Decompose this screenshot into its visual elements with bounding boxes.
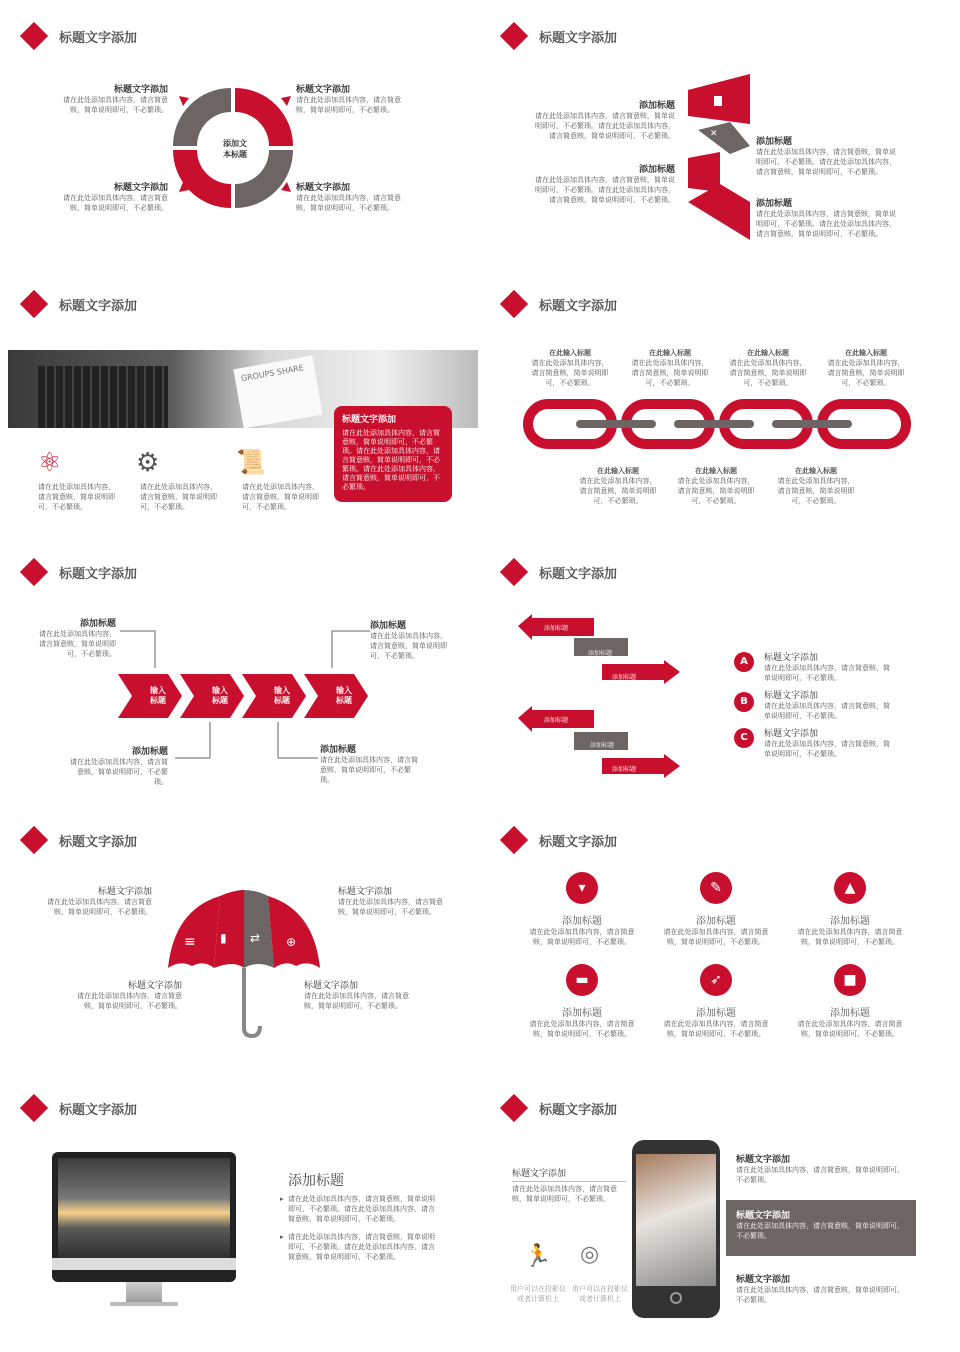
item-body: 请在此处添加具体内容，请言简意赅，简单说明即可，不必繁琐。请在此处添加具体内容，请言简意赅，简单说明即可，不必繁琐。 — [535, 112, 675, 140]
slide-title: 标题文字添加 — [539, 566, 618, 582]
slide-title: 标题文字添加 — [539, 1102, 618, 1118]
scroll-icon: 📜 — [236, 448, 266, 476]
slide-title: 标题文字添加 — [59, 30, 138, 46]
badge-c: C — [734, 728, 754, 748]
slide-header — [500, 562, 617, 582]
phone-image — [632, 1140, 720, 1318]
diamond-icon — [20, 1094, 48, 1122]
slide-umbrella: 标题文字添加 ≡ ▮ ⇄ ⊕ 标题文字添加 请在此处添加具体内容，请言简意赅，简单说明即可，不必繁琐。 标题文字添加 请在此处添加具体内容，请言简意赅，简单说明即可，不必繁琐。 标题文字添加 请在此处添加具体内容，请言简意赅，简单说明即可，不必繁琐。 标题文字添加 请在此处添加具体内容，请言简意赅，简单说明即可，不必繁琐。 — [0, 804, 480, 1072]
monitor-stand — [126, 1282, 162, 1304]
slide-ring — [0, 0, 480, 268]
atom-icon: ⚛ — [38, 448, 62, 478]
slide-header — [500, 26, 617, 46]
icon-text: 请在此处添加具体内容，请言简意赅，简单说明即可，不必繁琐。 — [38, 483, 115, 511]
slide-title: 标题文字添加 — [59, 298, 138, 314]
arrow-label: 添加标题 — [612, 674, 637, 681]
svg-text:⊕: ⊕ — [286, 935, 297, 949]
slide-arrow-process: 标题文字添加 输入 标题 输入 标题 输入 标题 输入 标题 添加标题 请在此处添加具体内容，请言简意赅，简单说明即可，不必繁琐。 添加标题 请在此处添加具体内容，请言简意赅，简单说明即可，不必繁琐。 添加标题 请在此处添加具体内容，请言简意赅，简单说明即可，不必繁琐。 添加标题 请在此处添加具体内容，请言简意赅，简单说明即可，不必繁琐。 — [0, 536, 480, 804]
slide-header — [20, 26, 137, 46]
target-icon: ◎ — [580, 1242, 600, 1267]
slide-header — [20, 830, 137, 850]
slide-title: 标题文字添加 — [539, 30, 618, 46]
arrow-label: 输入 标题 — [212, 686, 228, 705]
icon-text: 请在此处添加具体内容，请言简意赅，简单说明即可，不必繁琐。 — [140, 483, 217, 511]
arrow-label: 添加标题 — [544, 625, 569, 632]
diamond-icon — [500, 558, 528, 586]
slide-zigzag — [480, 0, 960, 268]
slide-title: 标题文字添加 — [59, 834, 138, 850]
svg-text:✕: ✕ — [710, 129, 718, 139]
svg-text:▮: ▮ — [220, 931, 227, 945]
slide-icon-grid: 标题文字添加 ▾ ✎ ▲ ▬ ➶ ■ 添加标题 请在此处添加具体内容，请言简意赅，简单说明即可，不必繁琐。 添加标题 请在此处添加具体内容，请言简意赅，简单说明即可，不必繁琐。 添加标题 请在此处添加具体内容，请言简意赅，简单说明即可，不必繁琐。 添加标题 请在此处添加具体内容，请言简意赅，简单说明即可，不必繁琐。 添加标题 请在此处添加具体内容，请言简意赅，简单说明即可，不必繁琐。 添加标题 请在此处添加具体内容，请言简意赅，简单说明即可，不必繁琐。 — [480, 804, 960, 1072]
slide-title: 标题文字添加 — [59, 566, 138, 582]
gear-icon: ⚙ — [136, 448, 160, 478]
item-body: 请在此处添加具体内容，请言简意赅，简单说明即可，不必繁琐。 — [63, 96, 168, 114]
paper-image: GROUPS SHARE — [233, 356, 322, 429]
slide-header — [20, 294, 137, 314]
umbrella-graphic — [160, 880, 330, 1040]
chain-graphic — [520, 398, 920, 450]
bullet-item: ▸ 请在此处添加具体内容，请言简意赅，简单说明即可，不必繁琐。请在此处添加具体内容，请言简意赅，简单说明即可，不必繁琐。 — [280, 1195, 435, 1223]
diamond-icon — [500, 1094, 528, 1122]
item-title: 添加标题 — [756, 137, 793, 147]
svg-text:≡: ≡ — [184, 934, 196, 950]
item-body: 请在此处添加具体内容，请言简意赅，简单说明即可，不必繁琐。请在此处添加具体内容，请言简意赅，简单说明即可，不必繁琐。 — [756, 210, 896, 238]
icon-text: 请在此处添加具体内容，请言简意赅，简单说明即可，不必繁琐。 — [242, 483, 319, 511]
item-body: 请在此处添加具体内容，请言简意赅，简单说明即可，不必繁琐。请在此处添加具体内容，请言简意赅，简单说明即可，不必繁琐。 — [756, 148, 896, 176]
ring-center-label: 添加文 本标题 — [223, 139, 247, 159]
arrow-label: 添加标题 — [612, 766, 637, 773]
item-body: 请在此处添加具体内容，请言简意赅，简单说明即可，不必繁琐。 — [296, 194, 401, 212]
section-title: 添加标题 — [288, 1173, 344, 1189]
diamond-icon — [500, 826, 528, 854]
slide-title: 标题文字添加 — [59, 1102, 138, 1118]
arrow-label: 添加标题 — [590, 742, 615, 749]
keyboard-image — [38, 366, 168, 428]
rocket-icon: ➶ — [700, 964, 732, 996]
arrow-label: 添加标题 — [588, 650, 613, 657]
monitor-image — [52, 1152, 236, 1282]
item-title: 标题文字添加 — [296, 183, 351, 193]
diamond-icon — [20, 22, 48, 50]
slide-title: 标题文字添加 — [539, 298, 618, 314]
highlight-panel: 标题文字添加 请在此处添加具体内容，请言简意赅，简单说明即可，不必繁琐。 — [726, 1200, 916, 1256]
badge-a: A — [734, 652, 754, 672]
icon-caption: 用户可以在投影仪或者计算机上 — [510, 1285, 566, 1303]
slide-photo-banner — [0, 268, 480, 536]
cone-icon: ▲ — [834, 872, 866, 904]
badge-b: B — [734, 692, 754, 712]
slide-chain: 标题文字添加 在此输入标题 请在此处添加具体内容，请言简意赅，简单说明即可，不必繁琐。 在此输入标题 请在此处添加具体内容，请言简意赅，简单说明即可，不必繁琐。 在此输入标题 请在此处添加具体内容，请言简意赅，简单说明即可，不必繁琐。 在此输入标题 请在此处添加具体内容，请言简意赅，简单说明即可，不必繁琐。 在此输入标题 请在此处添加具体内容，请言简意赅，简单说明即可，不必繁琐。 在此输入标题 请在此处添加具体内容，请言简意赅，简单说明即可，不必繁琐。 在此输入标题 请在此处添加具体内容，请言简意赅，简单说明即可，不必繁琐。 — [480, 268, 960, 536]
diamond-icon — [20, 826, 48, 854]
brush-icon: ✎ — [700, 872, 732, 904]
item-body: 请在此处添加具体内容，请言简意赅，简单说明即可，不必繁琐。 — [296, 96, 401, 114]
slide-header — [500, 830, 617, 850]
icon-caption: 用户可以在投影仪或者计算机上 — [572, 1285, 628, 1303]
diamond-icon — [500, 22, 528, 50]
arrow-label: 输入 标题 — [336, 686, 352, 705]
svg-text:⇄: ⇄ — [250, 931, 261, 945]
item-body: 请在此处添加具体内容，请言简意赅，简单说明即可，不必繁琐。请在此处添加具体内容，请言简意赅，简单说明即可，不必繁琐。 — [535, 176, 675, 204]
bullet-item: ▸ 请在此处添加具体内容，请言简意赅，简单说明即可，不必繁琐。请在此处添加具体内容，请言简意赅，简单说明即可，不必繁琐。 — [280, 1233, 435, 1261]
diamond-icon — [20, 290, 48, 318]
arrow-label: 添加标题 — [544, 717, 569, 724]
slide-phone: 标题文字添加 标题文字添加 请在此处添加具体内容，请言简意赅，简单说明即可，不必繁琐。 🏃 ◎ 用户可以在投影仪或者计算机上 用户可以在投影仪或者计算机上 标题文字添加 请在此处添加具体内容，请言简意赅，简单说明即可，不必繁琐。 标题文字添加 请在此处添加具体内容，请言简意赅，简单说明即可，不必繁琐。 标题文字添加 请在此处添加具体内容，请言简意赅，简单说明即可，不必繁琐。 — [480, 1072, 960, 1340]
diamond-icon — [500, 290, 528, 318]
running-man-icon: 🏃 — [524, 1244, 552, 1269]
item-title: 标题文字添加 — [113, 85, 168, 95]
item-title: 添加标题 — [756, 199, 793, 209]
zigzag-arrows — [514, 608, 684, 788]
item-body: 请在此处添加具体内容，请言简意赅，简单说明即可，不必繁琐。 — [63, 194, 168, 212]
drive-icon: ▬ — [566, 964, 598, 996]
item-title: 标题文字添加 — [113, 183, 168, 193]
slide-header — [500, 294, 617, 314]
item-title: 添加标题 — [638, 165, 675, 175]
item-title: 标题文字添加 — [296, 85, 351, 95]
arrow-label: 输入 标题 — [150, 686, 166, 705]
slide-header — [500, 1098, 617, 1118]
slide-title: 标题文字添加 — [539, 834, 618, 850]
slide-abc: 标题文字添加 添加标题 添加标题 添加标题 添加标题 添加标题 添加标题 A B C 标题文字添加 请在此处添加具体内容，请言简意赅，简单说明即可，不必繁琐。 标题文字添加 请在此处添加具体内容，请言简意赅，简单说明即可，不必繁琐。 标题文字添加 请在此处添加具体内容，请言简意赅，简单说明即可，不必繁琐。 — [480, 536, 960, 804]
slide-header — [20, 1098, 137, 1118]
cup-icon: ▾ — [566, 872, 598, 904]
suitcase-icon: ■ — [834, 964, 866, 996]
item-title: 添加标题 — [638, 101, 675, 111]
slide-monitor — [0, 1072, 480, 1340]
arrow-label: 输入 标题 — [274, 686, 290, 705]
highlight-box: 标题文字添加 请在此处添加具体内容，请言简意赅，简单说明即可，不必繁琐。请在此处添加具体内容，请言简意赅，简单说明即可，不必繁琐。请在此处添加具体内容，请言简意赅，简单说明即可，不必繁琐。 — [334, 406, 452, 502]
zigzag-shape — [680, 72, 760, 242]
